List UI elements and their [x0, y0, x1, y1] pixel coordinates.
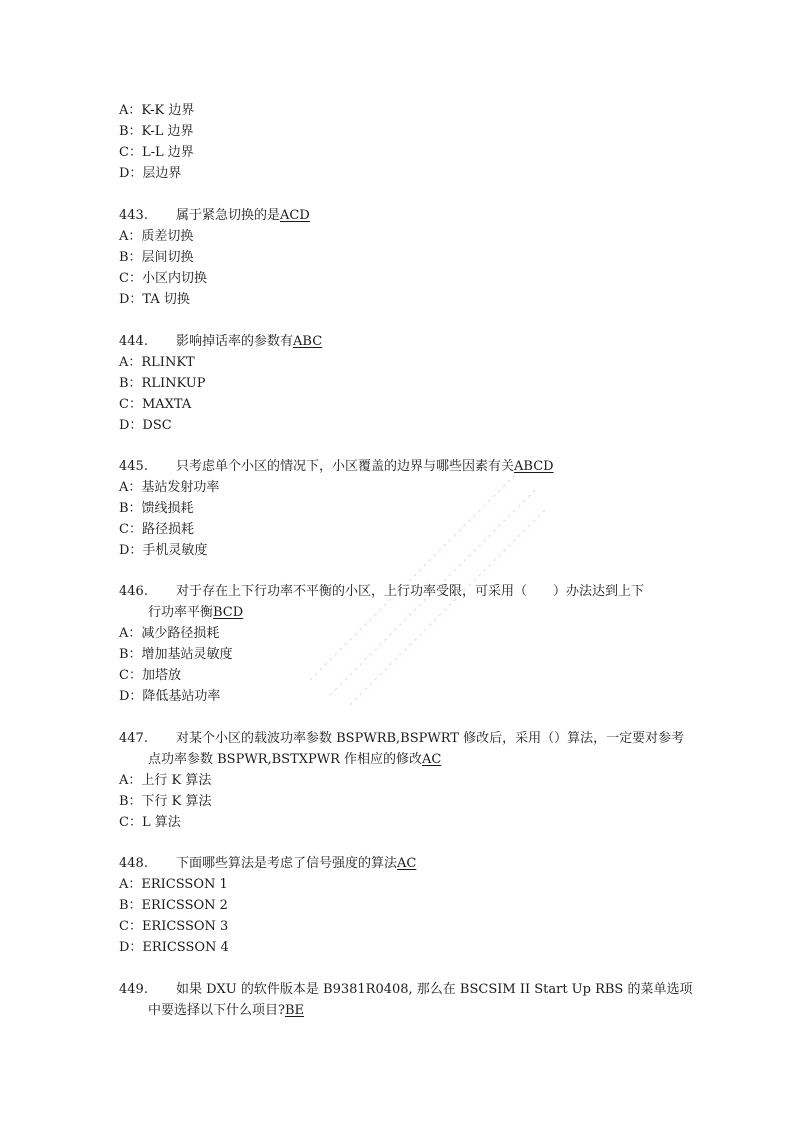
- question-449-continuation: [148, 1003, 304, 1019]
- question-text: 如果 DXU 的软件版本是 B9381R0408, 那么在 BSCSIM II Start Up RBS 的菜单选项: [176, 982, 693, 997]
- option-line: C：MAXTA: [119, 397, 192, 412]
- option-line: D：手机灵敏度: [119, 543, 208, 558]
- question-text: 影响掉话率的参数有: [176, 334, 294, 349]
- question-number: 447.: [119, 731, 148, 746]
- option-line: B：K-L 边界: [119, 124, 194, 139]
- option-line: A：质差切换: [119, 229, 194, 244]
- question-448: [119, 856, 416, 872]
- option-line: C：ERICSSON 3: [119, 919, 229, 934]
- question-answer: BE: [284, 1003, 305, 1018]
- question-444: [119, 334, 322, 350]
- question-446: [119, 584, 644, 600]
- question-449: [119, 982, 692, 998]
- question-number: 449.: [119, 982, 148, 997]
- question-number: 448.: [119, 856, 148, 871]
- question-text: 对某个小区的载波功率参数 BSPWRB,BSPWRT 修改后，采用（）算法，一定要对参考: [176, 731, 685, 746]
- question-443: [119, 208, 310, 224]
- option-line: D：层边界: [119, 166, 182, 181]
- option-line: D：TA 切换: [119, 292, 190, 307]
- option-line: C：加塔放: [119, 668, 181, 683]
- question-number: 446.: [119, 584, 148, 599]
- question-answer: ACD: [280, 208, 310, 223]
- question-number: 443.: [119, 208, 148, 223]
- option-line: B：层间切换: [119, 250, 194, 265]
- option-line: B：增加基站灵敏度: [119, 647, 233, 662]
- question-answer: BCD: [213, 605, 244, 620]
- option-line: A：上行 K 算法: [119, 773, 212, 788]
- option-line: B：RLINKUP: [119, 376, 206, 391]
- option-line: A：K-K 边界: [119, 103, 195, 118]
- option-line: D：降低基站功率: [119, 689, 221, 704]
- option-line: D：DSC: [119, 418, 172, 433]
- question-number: 445.: [119, 459, 148, 474]
- option-line: C：L-L 边界: [119, 145, 194, 160]
- option-line: B：馈线损耗: [119, 501, 194, 516]
- question-446-continuation: [148, 605, 243, 621]
- question-number: 444.: [119, 334, 148, 349]
- question-text: 下面哪些算法是考虑了信号强度的算法: [176, 856, 398, 871]
- question-text-continued: 行功率平衡: [148, 605, 214, 620]
- question-text: 对于存在上下行功率不平衡的小区，上行功率受限，可采用（ ）办法达到上下: [176, 584, 645, 599]
- question-text: 属于紧急切换的是: [176, 208, 281, 223]
- option-line: A：RLINKT: [119, 355, 195, 370]
- option-line: C：路径损耗: [119, 522, 194, 537]
- question-answer: AC: [397, 856, 417, 871]
- question-answer: AC: [422, 752, 442, 767]
- option-line: D：ERICSSON 4: [119, 940, 229, 955]
- question-447-continuation: [148, 752, 441, 768]
- option-line: B：下行 K 算法: [119, 794, 212, 809]
- option-line: A：ERICSSON 1: [119, 877, 228, 892]
- option-line: B：ERICSSON 2: [119, 898, 228, 913]
- question-445: [119, 459, 554, 475]
- question-text-continued: 中要选择以下什么项目?: [148, 1003, 285, 1018]
- watermark-stamp: [290, 450, 550, 710]
- option-line: A：基站发射功率: [119, 480, 220, 495]
- question-answer: ABC: [293, 334, 323, 349]
- question-text-continued: 点功率参数 BSPWR,BSTXPWR 作相应的修改: [148, 752, 423, 767]
- question-answer: ABCD: [514, 459, 554, 474]
- question-447: [119, 731, 684, 747]
- option-line: C：L 算法: [119, 815, 181, 830]
- question-text: 只考虑单个小区的情况下，小区覆盖的边界与哪些因素有关: [176, 459, 515, 474]
- option-line: A：减少路径损耗: [119, 626, 220, 641]
- option-line: C：小区内切换: [119, 271, 207, 286]
